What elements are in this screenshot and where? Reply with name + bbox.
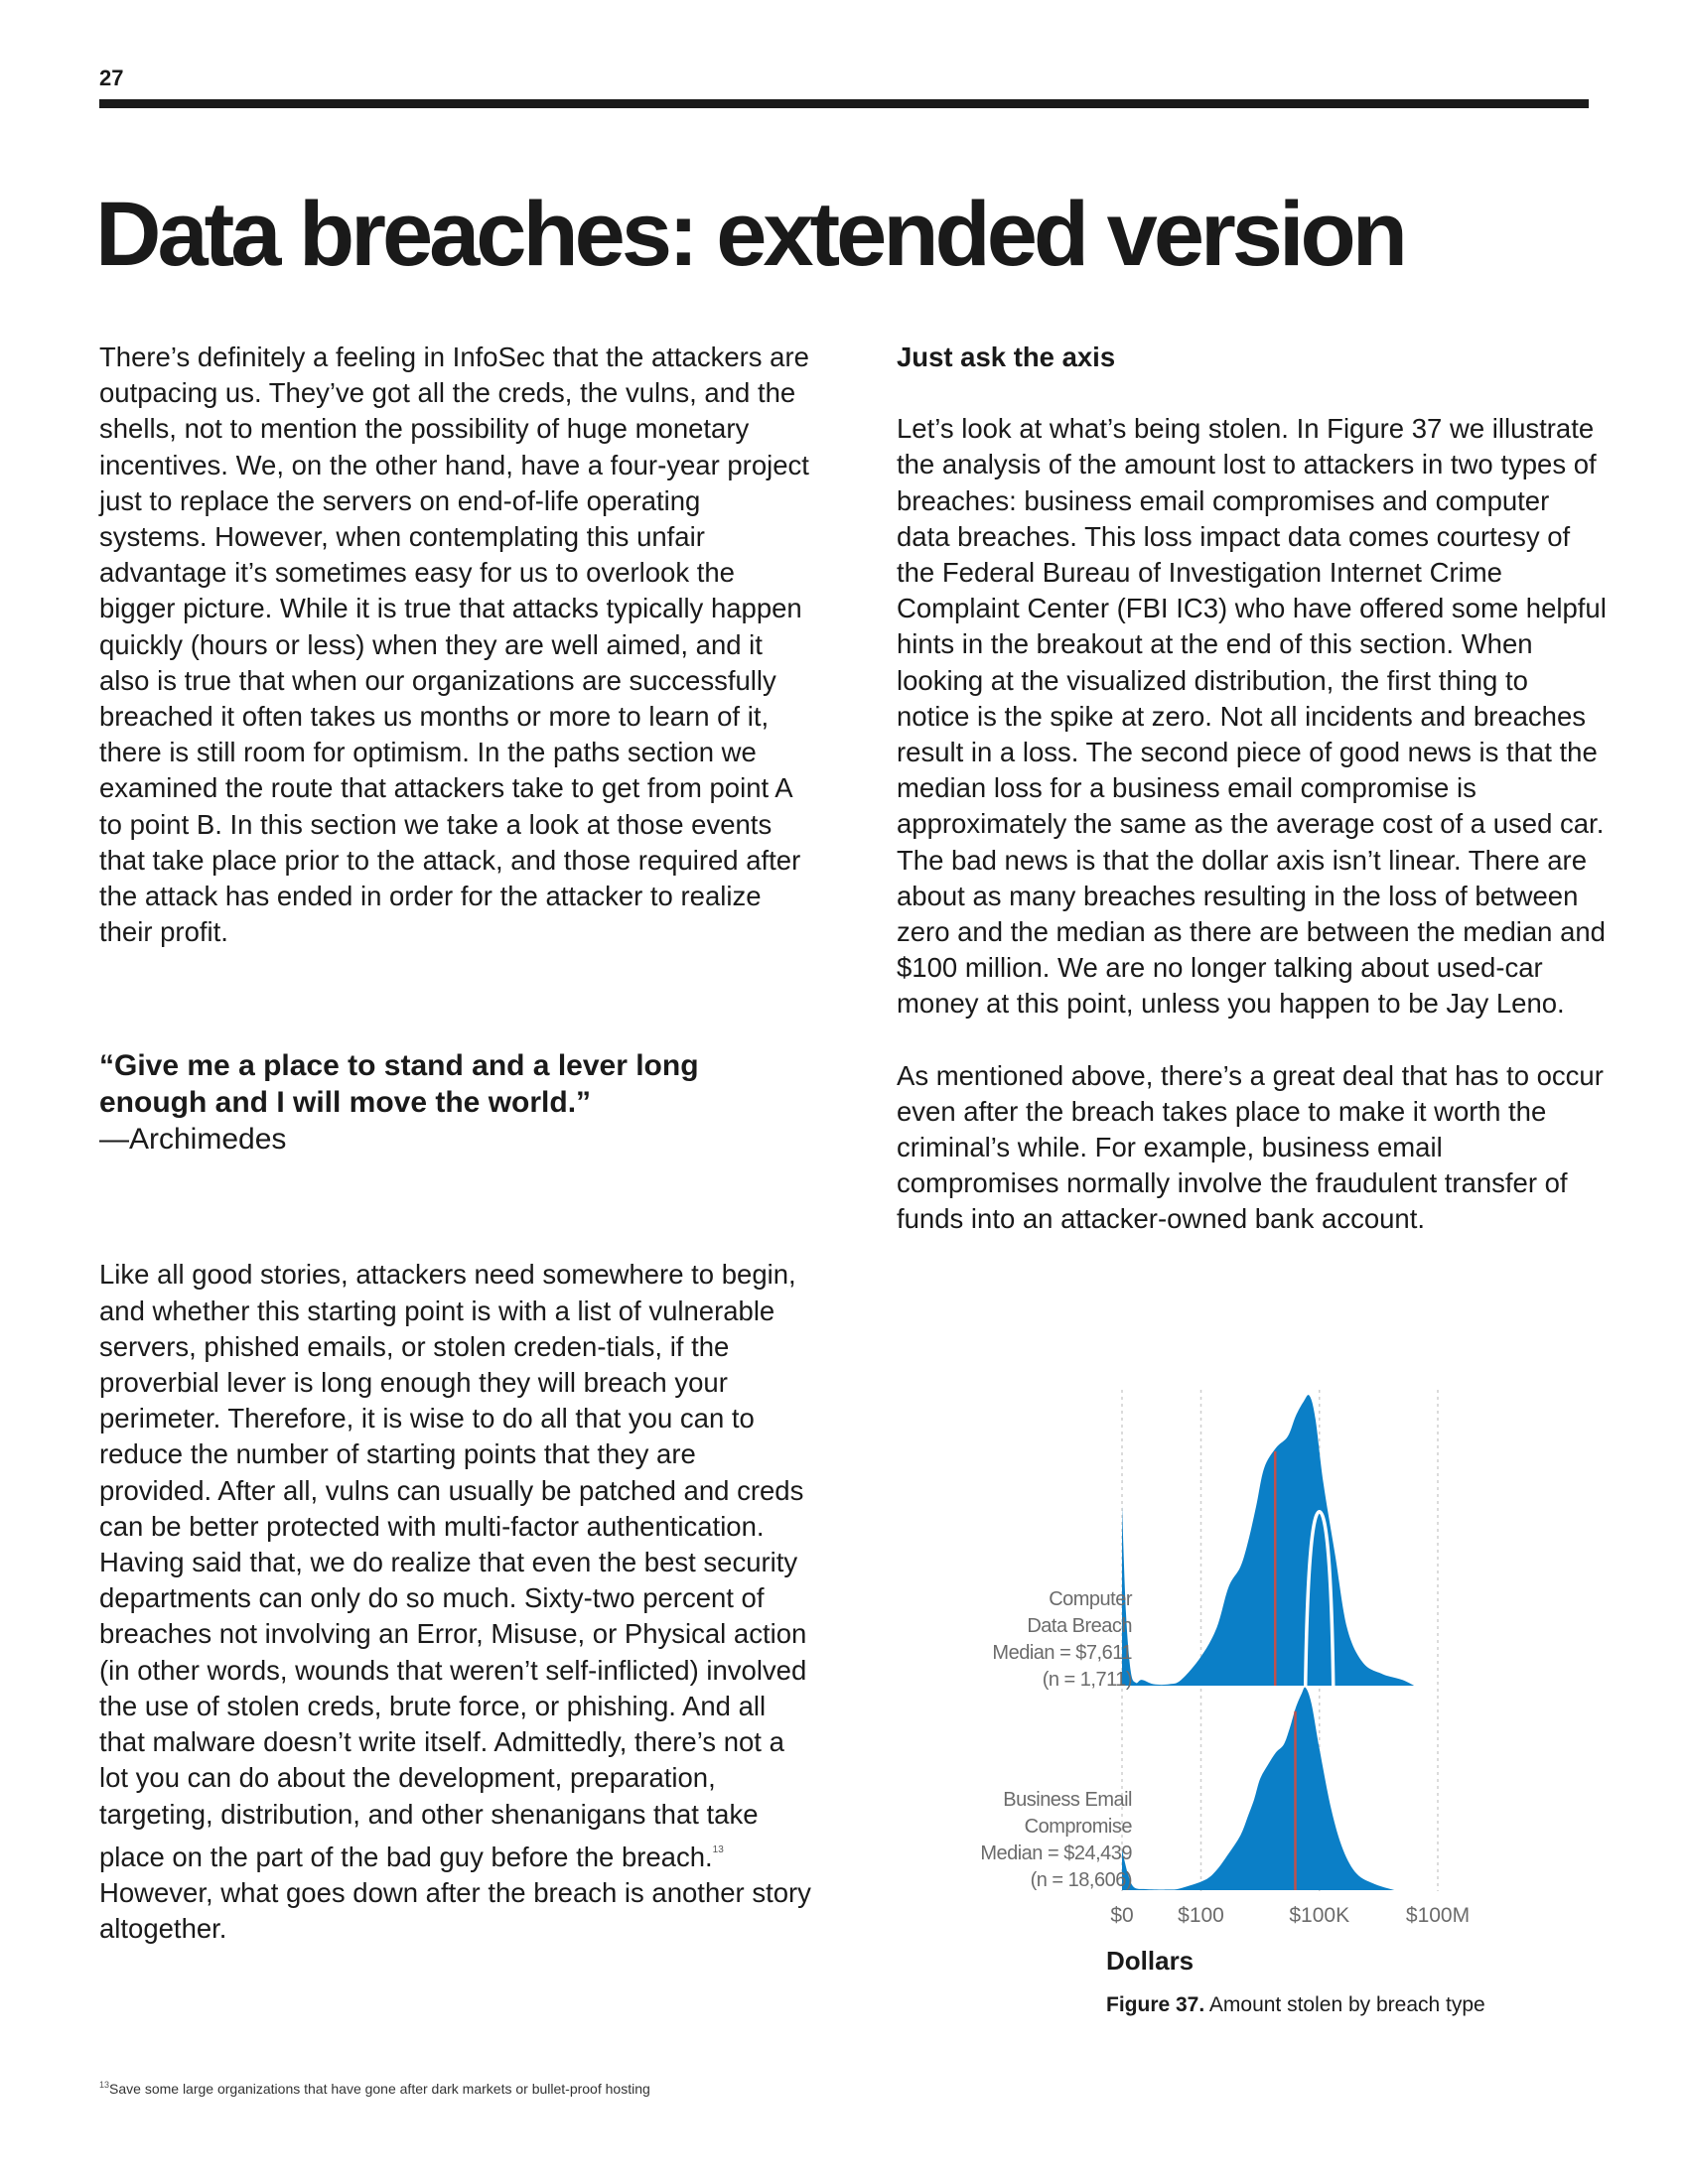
series-label-line: Business Email [1003,1789,1132,1811]
starting-points-paragraph [99,1257,814,1947]
footnote-text: Save some large organizations that have gone after dark markets or bullet-proof hosting [109,2081,650,2097]
axis-paragraph: Let’s look at what’s being stolen. In Figure 37 we illustrate the analysis of the amount lost to attackers in two types of breaches: business email compromises and computer data breaches. This loss impact data comes courtesy of the Federal Bureau of Investigation Internet Crime Complaint Center (FBI IC3) who have offered some helpful hints in the breakout at the end of this section. When looking at the visualized distribution, the first thing to notice is the spike at zero. Not all incidents and breaches result in a loss. The second piece of good news is that the median loss for a business email compromise is approximately the same as the average cost of a used car. The bad news is that the dollar axis isn’t linear. There are about as many breaches resulting in the loss of between zero and the median as there are between the median and $100 million. We are no longer talking about used-car money at this point, unless you happen to be Jay Leno. [897,413,1607,1020]
section-heading: Just ask the axis [897,341,1116,372]
header-rule [99,99,1589,108]
density-area-business-email-compromise [1122,1688,1394,1890]
series-label-line: Computer [1049,1588,1132,1610]
starting-points-text-end: However, what goes down after the breach is another story altogether. [99,1876,811,1945]
x-axis-label: Dollars [1106,1946,1195,1976]
series-label-line: Median = $24,439 [980,1843,1132,1864]
series-label-computer-data-breach [874,1586,1132,1694]
series-label-line: Data Breach [1027,1615,1132,1637]
footnote [99,2080,650,2097]
figure-caption [1106,1993,1485,2017]
starting-points-text: Like all good stories, attackers need somewhere to begin, and whether this starting point is with a list of vulnerable servers, phished emails, or stolen creden-tials, if the proverbial lever is long enough they will breach your perimeter. Therefore, it is wise to do all that you can to reduce the number of starting points that they are provided. After all, vulns can usually be patched and creds can be better protected with multi-factor authentication. Having said that, we do realize that even the best security departments can only do so much. Sixty-two percent of breaches not involving an Error, Misuse, or Physical action (in other words, wounds that weren’t self-inflicted) involved the use of stolen creds, brute force, or phishing. And all that malware doesn’t write itself. Admittedly, there’s not a lot you can do about the development, preparation, targeting, distribution, and other shenanigans that take place on the part of the bad guy before the breach. [99,1259,807,1872]
figure-label: Figure 37. [1106,1993,1205,2016]
x-tick-label: $100K [1289,1904,1350,1927]
series-label-business-email-compromise [874,1787,1132,1894]
pull-quote-author: —Archimedes [99,1123,287,1157]
intro-paragraph: There’s definitely a feeling in InfoSec that the attackers are outpacing us. They’ve got all the creds, the vulns, and the shells, not to mention the possibility of huge monetary incentives. We, on the other hand, have a four-year project just to replace the servers on end-of-life operating systems. However, when contemplating this unfair advantage it’s sometimes easy for us to overlook the bigger picture. While it is true that attacks typically happen quickly (hours or less) when they are well aimed, and it also is true that when our organizations are successfully breached it often takes us months or more to learn of it, there is still room for optimism. In the paths section we examined the route that attackers take to get from point A to point B. In this section we take a look at those events that take place prior to the attack, and those required after the attack has ended in order for the attacker to realize their profit. [99,341,809,948]
page-number: 27 [99,66,124,90]
page-title: Data breaches: extended version [95,184,1404,285]
footnote-reference[interactable]: 13 [712,1843,724,1855]
right-column [897,340,1607,1238]
figure-37-chart [874,1370,1589,2025]
x-tick-label: $100M [1405,1904,1471,1927]
x-tick-label: $0 [1110,1904,1134,1927]
density-area-computer-data-breach [1122,1395,1414,1686]
series-label-line: Median = $7,611 [992,1642,1132,1664]
x-tick-label: $100 [1178,1904,1224,1927]
pull-quote: “Give me a place to stand and a lever long enough and I will move the world.” [99,1049,699,1120]
series-label-line: (n = 18,606) [1030,1869,1132,1891]
series-label-line: (n = 1,711) [1042,1669,1132,1691]
figure-title: Amount stolen by breach type [1208,1993,1485,2016]
series-label-line: Compromise [1024,1816,1132,1838]
after-breach-paragraph: As mentioned above, there’s a great deal that has to occur even after the breach takes place to make it worth the criminal’s while. For example, business email compromises normally involve the fraudulent transfer of funds into an attacker-owned bank account. [897,1059,1604,1235]
footnote-number: 13 [99,2080,110,2090]
left-column [99,340,814,1947]
